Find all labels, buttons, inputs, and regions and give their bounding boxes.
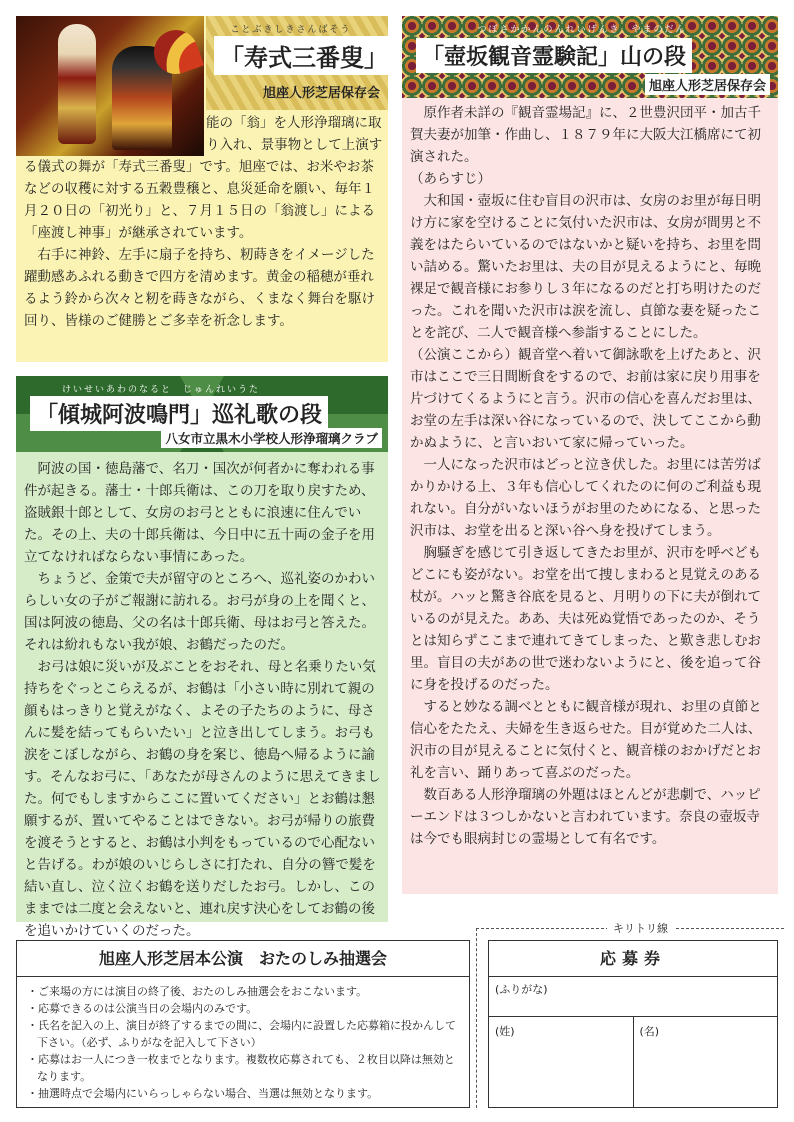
paragraph: 胸騒ぎを感じて引き返してきたお里が、沢市を呼べどもどこにも姿がない。お堂を出て捜しまわると見覚えのある杖が。ハッと驚き谷底を見ると、月明りの下に夫が倒れているのが見えた。ああ、夫は死ぬ覚悟であったのか、そうとは知らずここまで連れてきてしまった、と歎き悲しむお里。盲目の夫があの世で迷わないようにと、後を追って谷に身を投げるのだった。 — [410, 545, 761, 693]
panel-header — [16, 376, 388, 452]
list-item: ・抽選時点で会場内にいらっしゃらない場合、当選は無効となります。 — [27, 1087, 379, 1100]
paragraph: お弓は娘に災いが及ぶことをおそれ、母と名乗りたい気持ちをぐっとこらえるが、お鶴は「小さい時に別れて親の顔もはっきりと覚えがなく、よその子たちのように、母さんに髪を結ってもらいたい」と泣き出してしまう。お弓も涙をこぼしながら、お鶴の身を案じ、徳島へ帰るように諭す。そんなお弓に、「あなたが母さんのように思えてきました。何でもしますからここに置いてください」とお鶴は懇願するが、置いてやることはできない。お弓が帰りの旅費を渡そうとすると、お鶴は小判をもっているので心配ないと告げる。わが娘のいじらしさに打たれ、自分の簪で髪を結い直し、泣く泣くお鶴を送りだしたお弓。しかし、このままでは二度と会えないと、連れ戻す決心をしてお鶴の後を追いかけていくのだった。 — [24, 659, 381, 939]
panel-title: 「壺坂観音霊験記」山の段 — [416, 38, 692, 73]
entry-title: 応募券 — [489, 941, 777, 977]
synopsis-label: （あらすじ） — [410, 171, 491, 187]
lottery-info-box — [16, 940, 470, 1108]
sanbaso-panel — [16, 16, 388, 362]
panel-header — [402, 16, 778, 98]
paragraph: 一人になった沢市はどっと泣き伏した。お里には苦労ばかりかける上、３年も信心してくれたのに何のご利益も現れない。自分がいないほうがお里のためになる、と思った沢市は、お堂を出ると深い谷へ身を投げてしまう。 — [410, 457, 761, 539]
panel-title: 「傾城阿波鳴門」巡礼歌の段 — [30, 396, 328, 431]
troupe-name: 八女市立黒木小学校人形浄瑠璃クラブ — [161, 428, 382, 448]
panel-body — [410, 102, 772, 850]
title-ruby: ことぶきしきさんばそう — [230, 25, 352, 35]
paragraph: すると妙なる調べとともに観音様が現れ、お里の貞節と信心をたたえ、夫婦を生き返らせた。目が覚めた二人は、沢市の目が見えることに気付くと、観音様のおかげだとお礼を言い、踊りあって喜ぶのだった。 — [410, 699, 762, 781]
troupe-name: 旭座人形芝居保存会 — [645, 74, 770, 95]
intro-paragraph: 原作者未詳の『観音霊場記』に、２世豊沢団平・加古千賀夫妻が加筆・作曲し、１８７９年に大阪大江橋席にて初演された。 — [410, 105, 761, 165]
furigana-label: (ふりがな) — [495, 983, 548, 996]
panel-body — [24, 458, 382, 942]
troupe-name: 旭座人形芝居保存会 — [262, 86, 380, 101]
paragraph: ちょうど、金策で夫が留守のところへ、巡礼姿のかわいらしい女の子がご報謝に訪れる。お弓が身の上を聞くと、国は阿波の徳島、父の名は十郎兵衛、母はお弓と答えた。それは紛れもない我が娘、お鶴だったのだ。 — [24, 571, 375, 653]
given-name-label: (名) — [639, 1025, 660, 1038]
list-item: ・応募できるのは公演当日の会場内のみです。 — [27, 1002, 258, 1015]
title-ruby: つぼさかかんのんれいげんき やまのだん — [477, 25, 687, 35]
lottery-title: 旭座人形芝居本公演 おたのしみ抽選会 — [17, 941, 469, 977]
family-name-label: (姓) — [495, 1025, 515, 1038]
paragraph: 数百ある人形浄瑠璃の外題はほとんどが悲劇で、ハッピーエンドは３つしかないと言われています。奈良の壺坂寺は今でも眼病封じの霊場として有名です。 — [410, 787, 761, 847]
furigana-field[interactable] — [489, 977, 777, 1017]
paragraph: 大和国・壺坂に住む盲目の沢市は、女房のお里が毎日明け方に家を空けることに気付いた沢市は、女房が間男と不義をはたらいているのではないかと疑いを持ち、お里を問い詰める。驚いたお里は、夫の目が見えるようにと、毎晩裸足で観音様にお参りし３年になるのだと打ち明けたのだった。これを聞いた沢市は涙を流し、貞節な妻を疑ったことを詫び、二人で観音様へ参詣することにした。 — [410, 193, 761, 341]
paragraph: 能の「翁」を人形浄瑠璃に取り入れ、景事物として上演する儀式の舞が「寿式三番叟」です。旭座では、お米やお茶などの収穫に対する五穀豊穣と、息災延命を願い、毎年１月２０日の「初光り」と、７月１５日の「翁渡し」による「座渡し神事」が継承されています。 — [24, 112, 384, 244]
awa-no-naruto-panel — [16, 376, 388, 939]
list-item: ・応募はお一人につき一枚までとなります。複数枚応募されても、２枚目以降は無効となります。 — [27, 1053, 455, 1083]
paragraph: 右手に神鈴、左手に扇子を持ち、籾蒔きをイメージした躍動感あふれる動きで四方を清めます。黄金の稲穂が垂れるよう鈴から次々と籾を蒔きながら、くまなく舞台を駆け回り、皆様のご健勝とご多幸を祈念します。 — [24, 247, 375, 329]
list-item: ・ご来場の方には演目の終了後、おたのしみ抽選会をおこないます。 — [27, 985, 368, 998]
name-fields — [489, 1017, 777, 1107]
entry-ticket — [488, 940, 778, 1108]
sanbaso-title-box — [206, 16, 388, 110]
lottery-rules — [17, 977, 469, 1108]
paragraph: （公演ここから）観音堂へ着いて御詠歌を上げたあと、沢市はここで三日間断食をするので、お前は家に戻り用事を片づけてくるようにと言う。沢市の信心を喜んだお里は、お堂の左手は深い谷になっているので、決してここから動かぬように、と言いおいて家に帰っていった。 — [410, 347, 761, 451]
cut-line-label: キリトリ線 — [607, 920, 674, 936]
paragraph: 阿波の国・徳島藩で、名刀・国次が何者かに奪われる事件が起きる。藩士・十郎兵衛は、この刀を取り戻すため、盗賊銀十郎として、女房のお弓とともに浪速に住んでいた。その上、夫の十郎兵衛は、今日中に五十両の金子を用立てなければならない事情にあった。 — [24, 461, 375, 565]
title-ruby: けいせいあわのなると じゅんれいうた — [61, 385, 260, 395]
tsubosaka-panel — [402, 16, 778, 894]
panel-body — [24, 112, 384, 332]
family-name-field[interactable] — [489, 1017, 633, 1107]
list-item: ・氏名を記入の上、演目が終了するまでの間に、会場内に設置した応募箱に投かんして下さい。（必ず、ふりがなを記入して下さい） — [27, 1019, 456, 1049]
panel-title: 「寿式三番叟」 — [214, 36, 388, 75]
given-name-field[interactable] — [633, 1017, 778, 1107]
photo-spacer — [24, 112, 206, 156]
